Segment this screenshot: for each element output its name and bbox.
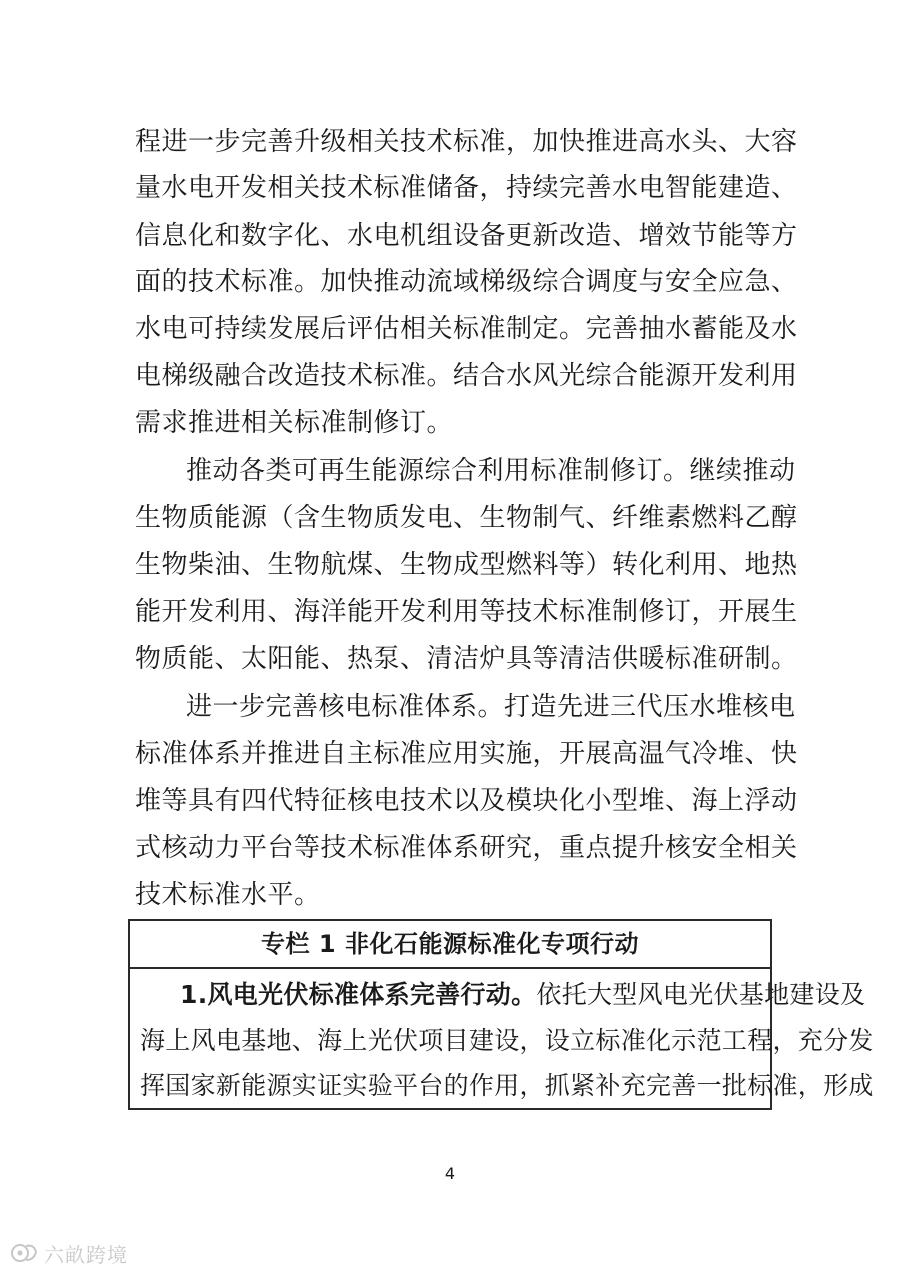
special-column-line-1 (180, 980, 866, 1010)
paragraph-3-line-4: 式核动力平台等技术标准体系研究，重点提升核安全相关 (135, 833, 798, 863)
paragraph-1-line-1: 程进一步完善升级相关技术标准，加快推进高水头、大容 (135, 127, 798, 157)
paragraph-3-line-2: 标准体系并推进自主标准应用实施，开展高温气冷堆、快 (135, 739, 798, 769)
special-column-line-3: 挥国家新能源实证实验平台的作用，抓紧补充完善一批标准，形成 (140, 1071, 874, 1100)
paragraph-2-line-2: 生物质能源（含生物质发电、生物制气、纤维素燃料乙醇 (135, 503, 798, 533)
paragraph-1-line-2: 量水电开发相关技术标准储备，持续完善水电智能建造、 (135, 173, 798, 203)
paragraph-1-line-6: 电梯级融合改造技术标准。结合水风光综合能源开发利用 (135, 361, 798, 391)
special-column-title: 专栏 1 非化石能源标准化专项行动 (130, 921, 770, 969)
paragraph-1-line-5: 水电可持续发展后评估相关标准制定。完善抽水蓄能及水 (135, 314, 798, 344)
paragraph-1-line-3: 信息化和数字化、水电机组设备更新改造、增效节能等方 (135, 221, 798, 251)
special-column-line-1-text: 依托大型风电光伏基地建设及 (536, 980, 866, 1009)
watermark-text: 六畝跨境 (44, 1242, 128, 1267)
paragraph-2-line-1: 推动各类可再生能源综合利用标准制修订。继续推动 (186, 456, 796, 486)
paragraph-2-line-4: 能开发利用、海洋能开发利用等技术标准制修订，开展生 (135, 597, 798, 627)
special-column-line-2: 海上风电基地、海上光伏项目建设，设立标准化示范工程，充分发 (140, 1026, 874, 1055)
paragraph-2-line-3: 生物柴油、生物航煤、生物成型燃料等）转化利用、地热 (135, 550, 798, 580)
paragraph-1-line-7: 需求推进相关标准制修订。 (135, 408, 454, 438)
special-column-box (128, 919, 874, 1110)
paragraph-2-line-5: 物质能、太阳能、热泵、清洁炉具等清洁供暖标准研制。 (135, 644, 798, 674)
watermark (10, 1238, 128, 1268)
paragraph-3-line-5: 技术标准水平。 (135, 880, 321, 910)
watermark-logo-icon (10, 1240, 40, 1266)
paragraph-3-line-1: 进一步完善核电标准体系。打造先进三代压水堆核电 (186, 692, 796, 722)
page-number: 4 (444, 1164, 456, 1183)
special-column-item-heading: 1.风电光伏标准体系完善行动。 (180, 980, 537, 1009)
paragraph-1-line-4: 面的技术标准。加快推动流域梯级综合调度与安全应急、 (135, 267, 798, 297)
paragraph-3-line-3: 堆等具有四代特征核电技术以及模块化小型堆、海上浮动 (135, 786, 798, 816)
